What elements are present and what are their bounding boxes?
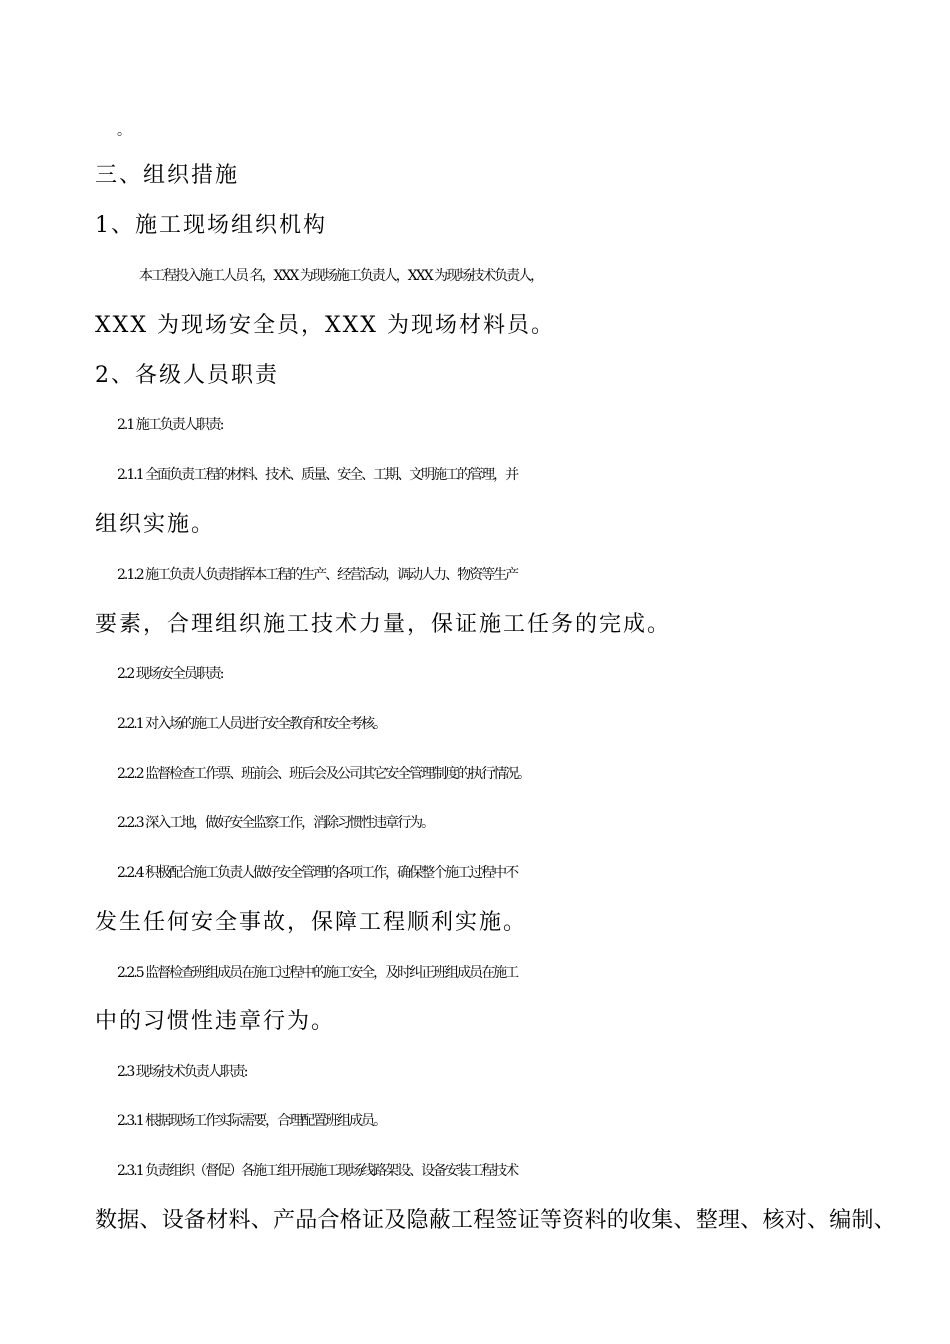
paragraph-line: 要素，合理组织施工技术力量，保证施工任务的完成。	[95, 612, 672, 637]
paragraph-line: 组织实施。	[95, 512, 216, 537]
paragraph-line: 发生任何安全事故，保障工程顺利实施。	[95, 910, 528, 935]
paragraph-line: 2.1.1 全面负责工程的材料、技术、质量、安全、工期、文明施工的管理，并	[117, 467, 518, 483]
paragraph-line: 2.2.5 监督检查班组成员在施工过程中的施工安全，及时纠正班组成员在施工	[117, 965, 518, 981]
subheading-responsibilities: 2、各级人员职责	[95, 363, 279, 388]
clause-heading: 2.3 现场技术负责人职责:	[117, 1064, 247, 1080]
paragraph-line: XXX 为现场安全员，XXX 为现场材料员。	[95, 313, 555, 338]
paragraph-line: 2.2.4 积极配合施工负责人做好安全管理的各项工作，确保整个施工过程中不	[117, 865, 518, 881]
paragraph-line: 2.2.1 对入场的施工人员进行安全教育和安全考核。	[117, 716, 386, 732]
paragraph-line: 2.3.1 负责组织（督促）各施工组开展施工现场线路架设、设备安装工程技术	[117, 1163, 518, 1179]
paragraph-line: 中的习惯性违章行为。	[95, 1009, 336, 1034]
paragraph-line: 本工程投入施工人员 名，XXX 为现场施工负责人，XXX 为现场技术负责人，	[139, 268, 543, 284]
subheading-site-organization: 1、施工现场组织机构	[95, 213, 327, 238]
paragraph-line: 数据、设备材料、产品合格证及隐蔽工程签证等资料的收集、整理、核对、编制、	[95, 1208, 897, 1233]
clause-heading: 2.2 现场安全员职责:	[117, 666, 223, 682]
section-heading-organization-measures: 三、组织措施	[95, 163, 240, 188]
paragraph-line: 2.2.3 深入工地，做好安全监察工作，消除习惯性违章行为。	[117, 815, 434, 831]
clause-heading: 2.1 施工负责人职责:	[117, 417, 223, 433]
paragraph-line: 2.3.1 根据现场工作实际需要，合理配置班组成员。	[117, 1113, 386, 1129]
paragraph-line: 2.1.2 施工负责人负责指挥本工程的生产、经营活动，调动人力、物资等生产	[117, 567, 518, 583]
paragraph-line: 2.2.2 监督检查工作票、班前会、班后会及公司其它安全管理制度的执行情况。	[117, 766, 530, 782]
stray-period: 。	[117, 123, 129, 139]
